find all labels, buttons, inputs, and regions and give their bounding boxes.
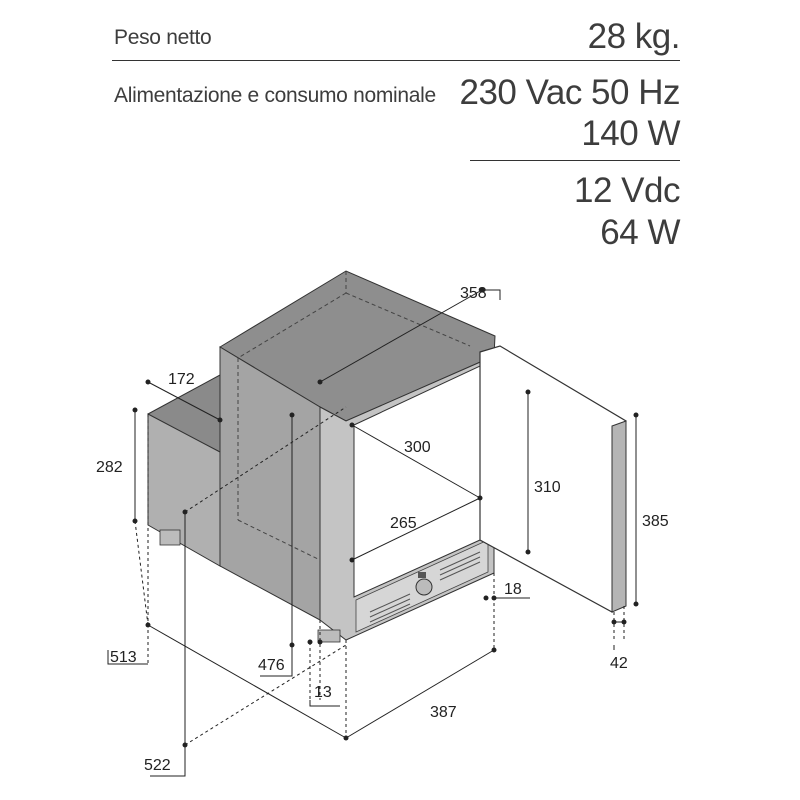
dim-300-label: 300 bbox=[404, 439, 431, 456]
ac-voltage-value: 230 Vac 50 Hz bbox=[459, 73, 680, 112]
dim-522-label: 522 bbox=[144, 757, 171, 774]
cabinet-body bbox=[148, 271, 626, 642]
dim-387-label: 387 bbox=[430, 704, 457, 721]
dim-385-label: 385 bbox=[642, 513, 669, 530]
dim-310-label: 310 bbox=[534, 479, 561, 496]
dim-282-label: 282 bbox=[96, 459, 123, 476]
dim-42-label: 42 bbox=[610, 655, 628, 672]
dim-13-label: 13 bbox=[314, 684, 332, 701]
power-label: Alimentazione e consumo nominale bbox=[114, 84, 436, 107]
ac-power-value: 140 W bbox=[581, 114, 680, 153]
indicator-led bbox=[418, 572, 426, 578]
door-edge bbox=[612, 421, 626, 612]
dim-265-label: 265 bbox=[390, 515, 417, 532]
foot-left bbox=[160, 530, 180, 545]
dim-476-label: 476 bbox=[258, 657, 285, 674]
dim-513-label: 513 bbox=[110, 649, 137, 666]
weight-value: 28 kg. bbox=[587, 17, 680, 56]
dim-18-label: 18 bbox=[504, 581, 522, 598]
dim-358-label: 358 bbox=[460, 285, 487, 302]
dc-voltage-value: 12 Vdc bbox=[574, 171, 680, 210]
thermostat-knob-icon bbox=[416, 579, 432, 595]
dim-172-label: 172 bbox=[168, 371, 195, 388]
weight-label: Peso netto bbox=[114, 26, 212, 49]
dc-power-value: 64 W bbox=[600, 213, 680, 252]
